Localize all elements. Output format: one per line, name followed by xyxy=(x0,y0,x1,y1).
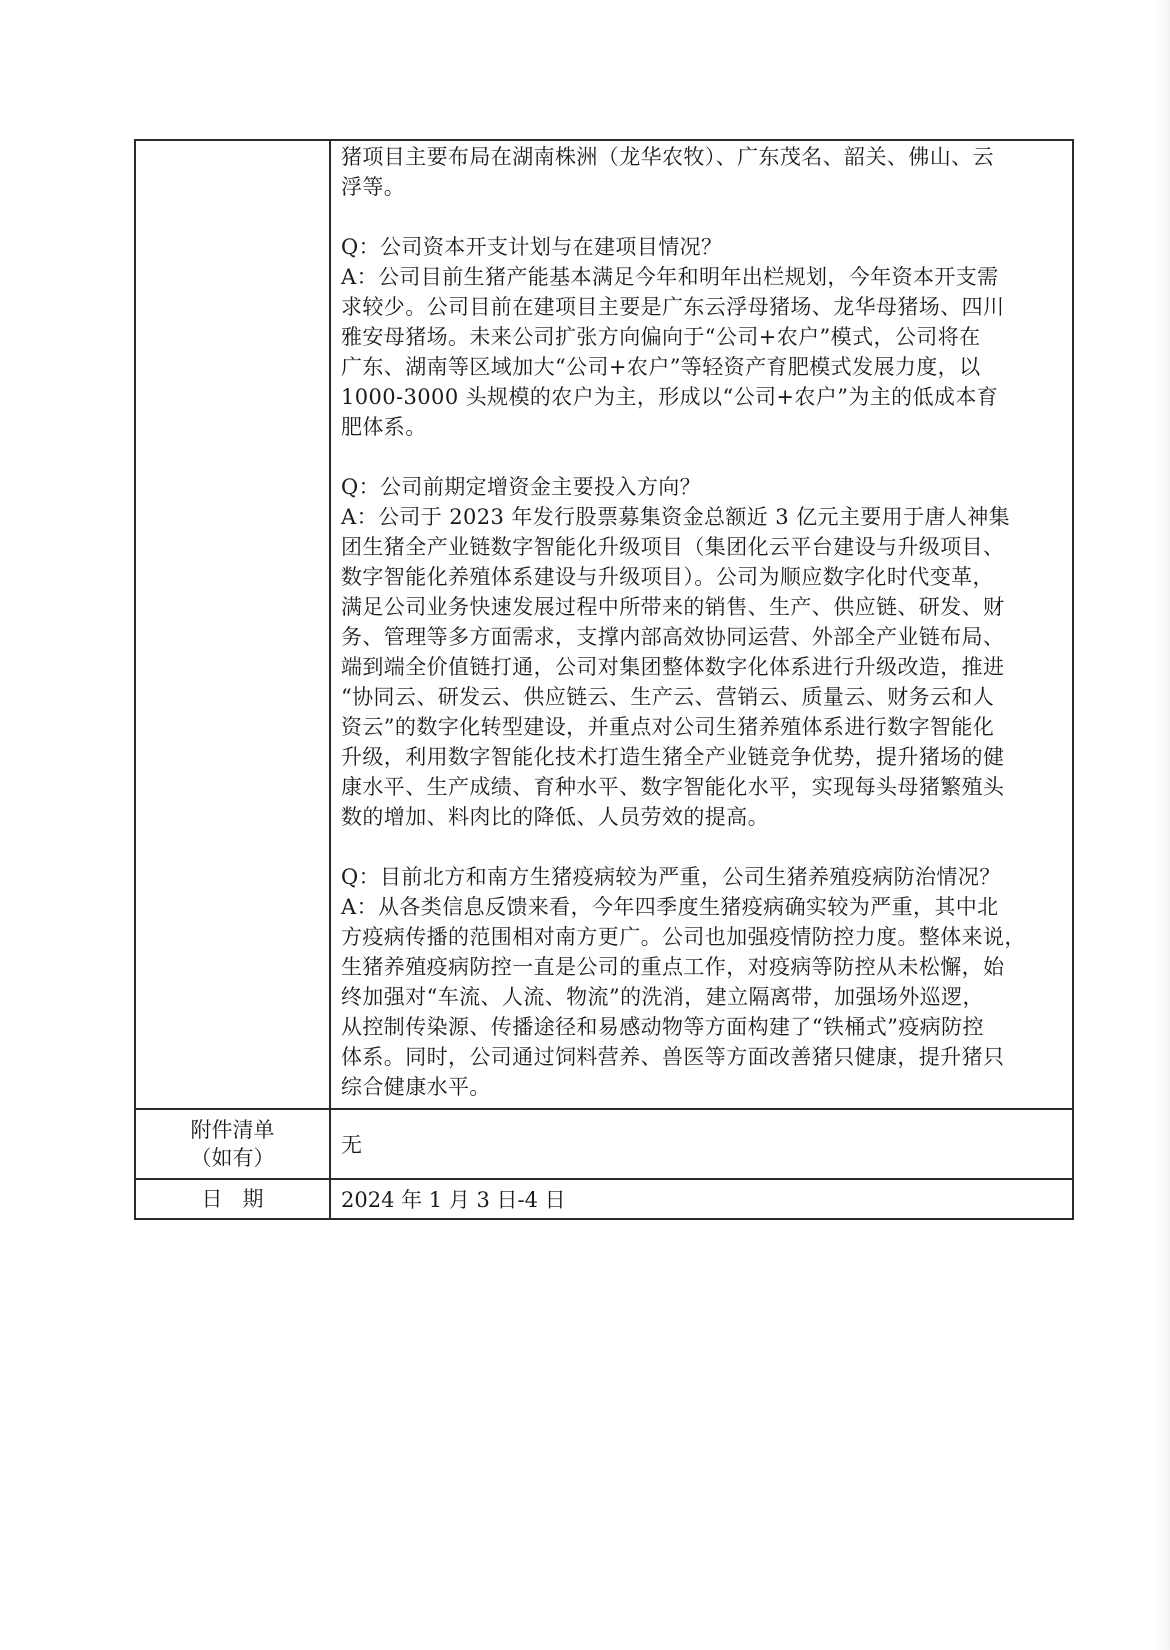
content-cell xyxy=(330,140,1073,1109)
paragraph-spacer xyxy=(341,442,1064,472)
answer-line: 数的增加、料肉比的降低、人员劳效的提高。 xyxy=(341,805,769,829)
attachments-label-note: （如有） xyxy=(190,1146,275,1170)
answer-line: 端到端全价值链打通，公司对集团整体数字化体系进行升级改造，推进 xyxy=(341,655,1005,679)
answer-line: 综合健康水平。 xyxy=(341,1075,491,1099)
answer-line: 数字智能化养殖体系建设与升级项目）。公司为顺应数字化时代变革， xyxy=(341,565,994,589)
answer-line: 从控制传染源、传播途径和易感动物等方面构建了“铁桶式”疫病防控 xyxy=(341,1015,984,1039)
question: Q：公司资本开支计划与在建项目情况？ xyxy=(341,235,723,259)
answer-line: 肥体系。 xyxy=(341,415,427,439)
page-edge-shadow xyxy=(1156,0,1170,1650)
answer-line: A：公司于 2023 年发行股票募集资金总额近 3 亿元主要用于唐人神集 xyxy=(341,505,1011,529)
answer-line: 升级，利用数字智能化技术打造生猪全产业链竞争优势，提升猪场的健 xyxy=(341,745,1005,769)
question: Q：目前北方和南方生猪疫病较为严重，公司生猪养殖疫病防治情况？ xyxy=(341,865,1001,889)
attachments-row xyxy=(135,1109,1073,1179)
paragraph-spacer xyxy=(341,202,1064,232)
intro-paragraph xyxy=(341,142,1064,202)
text-line: 浮等。 xyxy=(341,175,406,199)
content-row xyxy=(135,140,1073,1109)
answer-line: 团生猪全产业链数字智能化升级项目（集团化云平台建设与升级项目、 xyxy=(341,535,1005,559)
answer-line: 体系。同时，公司通过饲料营养、兽医等方面改善猪只健康，提升猪只 xyxy=(341,1045,1005,1069)
attachments-label: 附件清单 xyxy=(190,1118,275,1142)
answer-line: A：从各类信息反馈来看，今年四季度生猪疫病确实较为严重，其中北 xyxy=(341,895,999,919)
answer-line: 务、管理等多方面需求，支撑内部高效协同运营、外部全产业链布局、 xyxy=(341,625,1005,649)
answer-line: 生猪养殖疫病防控一直是公司的重点工作，对疫病等防控从未松懈，始 xyxy=(341,955,1005,979)
date-value: 2024 年 1 月 3 日-4 日 xyxy=(330,1179,1073,1219)
paragraph-spacer xyxy=(341,832,1064,862)
question: Q：公司前期定增资金主要投入方向？ xyxy=(341,475,702,499)
text-line: 猪项目主要布局在湖南株洲（龙华农牧）、广东茂名、韶关、佛山、云 xyxy=(341,145,994,169)
date-row xyxy=(135,1179,1073,1219)
answer-line: A：公司目前生猪产能基本满足今年和明年出栏规划，今年资本开支需 xyxy=(341,265,999,289)
answer-line: 1000-3000 头规模的农户为主，形成以“公司+农户”为主的低成本育 xyxy=(341,385,999,409)
content-label-cell xyxy=(135,140,330,1109)
answer-line: 康水平、生产成绩、育种水平、数字智能化水平，实现每头母猪繁殖头 xyxy=(341,775,1005,799)
date-label: 日期 xyxy=(201,1187,284,1211)
attachments-label-cell xyxy=(135,1109,330,1179)
date-label-cell xyxy=(135,1179,330,1219)
qa-block xyxy=(341,862,1064,1102)
answer-line: 满足公司业务快速发展过程中所带来的销售、生产、供应链、研发、财 xyxy=(341,595,1005,619)
qa-block xyxy=(341,232,1064,442)
answer-line: 资云”的数字化转型建设，并重点对公司生猪养殖体系进行数字智能化 xyxy=(341,715,995,739)
qa-block xyxy=(341,472,1064,832)
answer-line: 终加强对“车流、人流、物流”的洗消，建立隔离带，加强场外巡逻， xyxy=(341,985,984,1009)
attachments-value: 无 xyxy=(330,1109,1073,1179)
answer-line: 方疫病传播的范围相对南方更广。公司也加强疫情防控力度。整体来说， xyxy=(341,925,1026,949)
answer-line: 广东、湖南等区域加大“公司+农户”等轻资产育肥模式发展力度，以 xyxy=(341,355,981,379)
investor-relations-record-table xyxy=(134,139,1074,1220)
answer-line: 求较少。公司目前在建项目主要是广东云浮母猪场、龙华母猪场、四川 xyxy=(341,295,1005,319)
answer-line: “协同云、研发云、供应链云、生产云、营销云、质量云、财务云和人 xyxy=(341,685,995,709)
answer-line: 雅安母猪场。未来公司扩张方向偏向于“公司+农户”模式，公司将在 xyxy=(341,325,981,349)
